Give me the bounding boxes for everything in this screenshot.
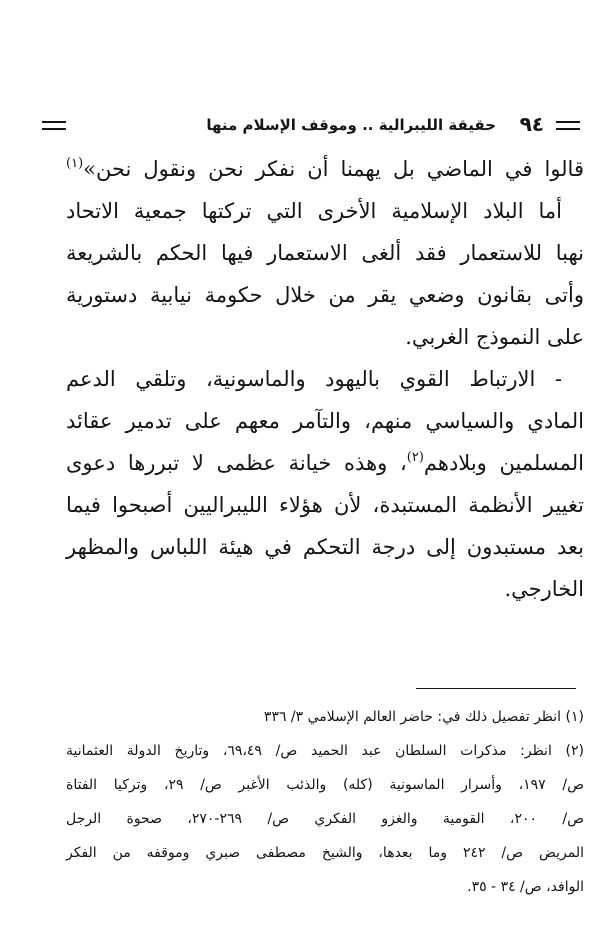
running-header [42,112,580,138]
footnote-line: الوافد، ص/ ٣٤ - ٣٥. [467,879,584,895]
footnote-separator [416,688,576,689]
header-rule-left [42,121,66,130]
page-number: ٩٤ [519,112,544,136]
main-text [66,148,584,610]
text-line-content: ، وهذه خيانة عظمى لا تبررها دعوى [66,451,407,475]
text-line: - الارتباط القوي باليهود والماسونية، وتلقي الدعم [66,367,562,391]
text-line-content: المسلمين وبلادهم [423,451,584,475]
text-line: المادي والسياسي منهم، والتآمر معهم على تدمير عقائد [66,409,584,433]
footnote-line: ص/ ١٩٧، وأسرار الماسونية (كله) والذئب الأغبر ص/ ٢٩، وتركيا الفتاة [66,777,584,793]
text-line [66,148,584,190]
footnote-line: المريض ص/ ٢٤٢ وما بعدها، والشيخ مصطفى صبري وموقفه من الفكر [66,845,584,861]
text-line: أما البلاد الإسلامية الأخرى التي تركتها جمعية الاتحاد [66,199,562,223]
text-line: بعد مستبدون إلى درجة التحكم في هيئة اللباس والمظهر [66,535,584,559]
text-line: على النموذج الغربي. [405,325,584,349]
text-line: الخارجي. [504,577,584,601]
text-line-content: قالوا في الماضي بل يهمنا أن نفكر نحن ونقول نحن» [83,157,584,181]
footnote-marker: (١) [66,156,84,171]
text-line: تغيير الأنظمة المستبدة، لأن هؤلاء الليبراليين أصبحوا فيما [66,493,584,517]
footnote-marker: (٢) [406,450,424,465]
text-line: نهبا للاستعمار فقد ألغى الاستعمار فيها الحكم بالشريعة [66,241,584,265]
footnote-line: (١) انظر تفصيل ذلك في: حاضر العالم الإسلامي ٣/ ٣٣٦ [263,709,584,725]
running-title: حقيقة الليبرالية .. وموقف الإسلام منها [206,116,496,134]
footnote-line: (٢) انظر: مذكرات السلطان عبد الحميد ص/ ٦٩،٤٩، وتاريخ الدولة العثمانية [66,743,584,759]
footnotes [66,700,584,904]
text-line [66,442,584,484]
footnote-line: ص/ ٢٠٠، القومية والغزو الفكري ص/ ٢٦٩-٢٧٠، صحوة الرجل [66,811,584,827]
header-rule-right [556,121,580,130]
text-line: وأتى بقانون وضعي يقر من خلال حكومة نيابية دستورية [66,283,584,307]
